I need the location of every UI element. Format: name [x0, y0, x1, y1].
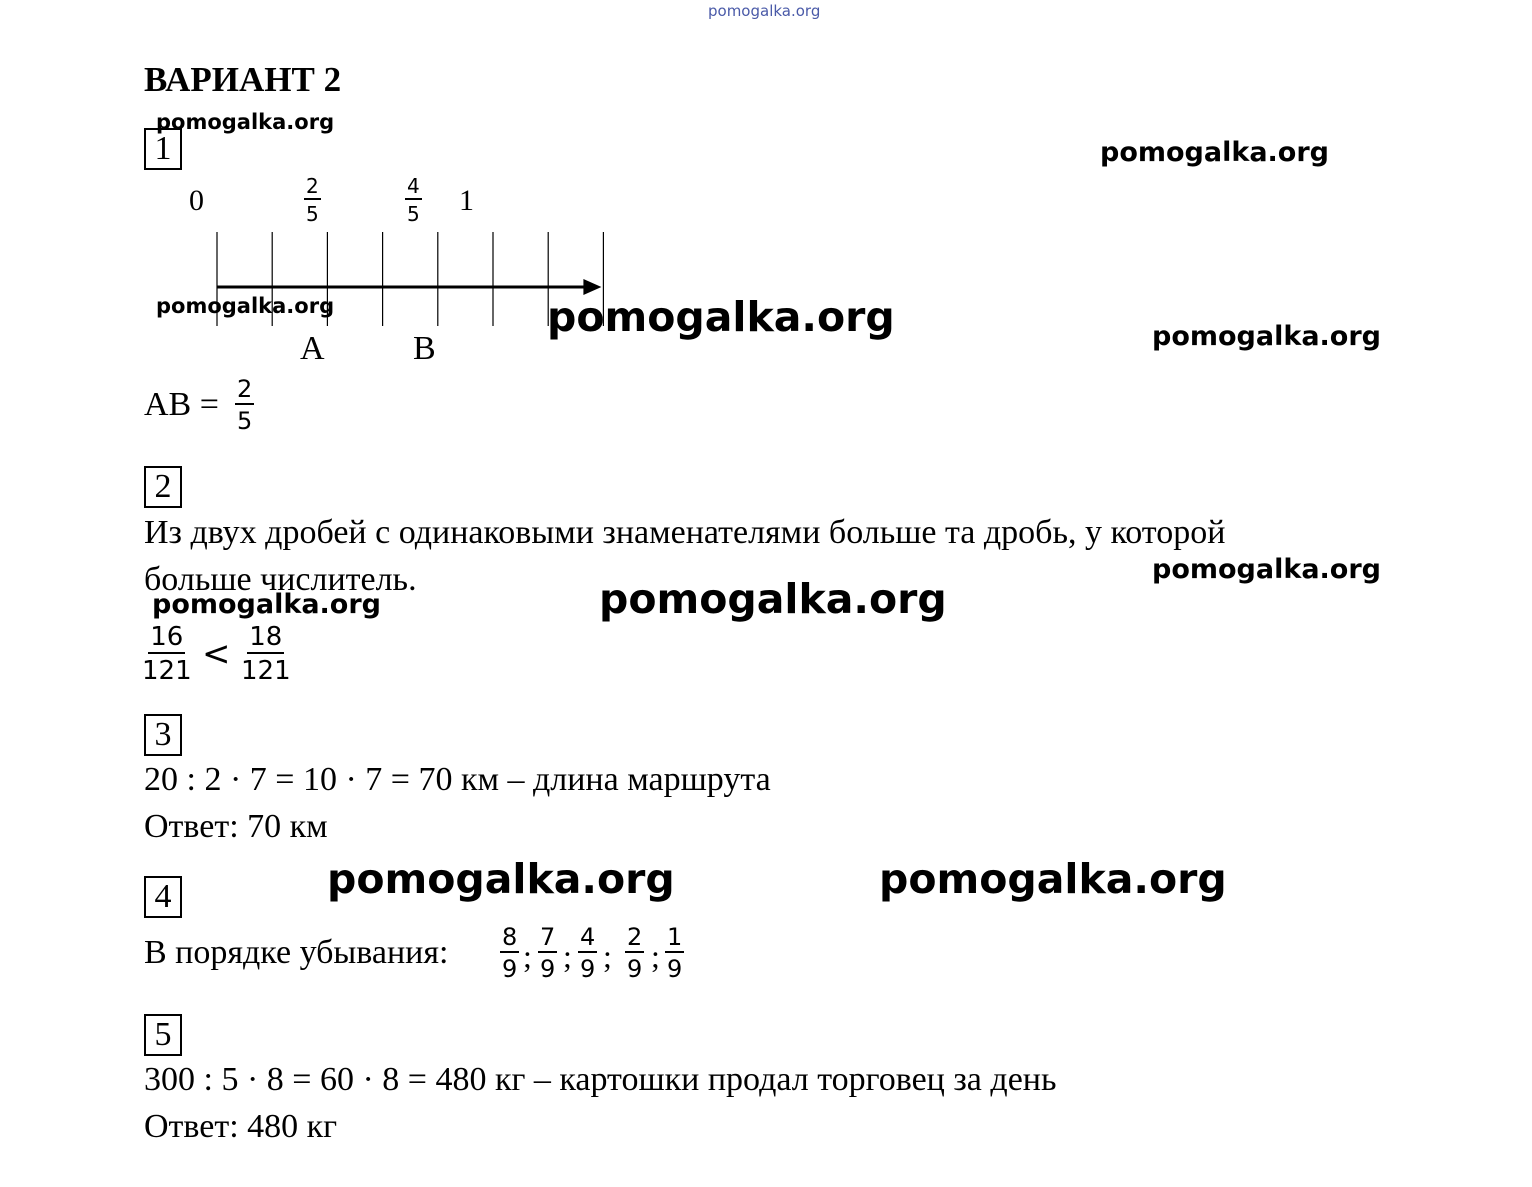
task4-fraction-5: $\frac{1}{9}$: [667, 923, 683, 983]
task4-fraction-2: $\frac{7}{9}$: [540, 923, 556, 983]
axis-label-four-fifths: $\frac{4}{5}$: [407, 174, 420, 226]
task-number-4: 4: [144, 876, 182, 918]
task-number-2: 2: [144, 466, 182, 508]
task3-solution: 20 : 2 · 7 = 10 · 7 = 70 км – длина маршрута: [144, 761, 771, 798]
task5-solution: 300 : 5 · 8 = 60 · 8 = 480 кг – картошки продал торговец за день: [144, 1061, 1057, 1098]
axis-label-two-fifths: $\frac{2}{5}$: [306, 174, 319, 226]
task4-fraction-3: $\frac{4}{9}$: [580, 923, 596, 983]
task4-separator: ;: [603, 938, 612, 974]
task4-fraction-1: $\frac{8}{9}$: [502, 923, 518, 983]
task-number-5: 5: [144, 1014, 182, 1056]
watermark: pomogalka.org: [327, 855, 675, 903]
watermark: pomogalka.org: [879, 855, 1227, 903]
task4-separator: ;: [563, 938, 572, 974]
task-number-1: 1: [144, 128, 182, 170]
watermark: pomogalka.org: [156, 110, 335, 134]
task2-rule-line2: больше числитель.: [144, 561, 417, 598]
task2-rule-line1: Из двух дробей с одинаковыми знаменателями больше та дробь, у которой: [144, 514, 1226, 551]
task3-answer: Ответ: 70 км: [144, 808, 328, 845]
point-b-label: B: [413, 330, 436, 367]
task4-separator: ;: [651, 938, 660, 974]
axis-label-one: 1: [459, 184, 474, 217]
task2-right-fraction: $\frac{18}{121}$: [241, 622, 291, 686]
task-number-3: 3: [144, 714, 182, 756]
watermark: pomogalka.org: [152, 589, 381, 620]
point-a-label: A: [300, 330, 325, 367]
task2-left-fraction: $\frac{16}{121}$: [142, 622, 192, 686]
task1-answer-fraction: $\frac{2}{5}$: [237, 375, 253, 435]
header-site-link[interactable]: pomogalka.org: [708, 2, 821, 20]
task4-prefix: В порядке убывания:: [144, 934, 449, 971]
task5-answer: Ответ: 480 кг: [144, 1108, 338, 1145]
watermark: pomogalka.org: [1152, 321, 1381, 352]
task1-answer-label: AB =: [144, 386, 219, 423]
watermark: pomogalka.org: [599, 575, 947, 623]
page-title: ВАРИАНТ 2: [144, 60, 342, 99]
watermark: pomogalka.org: [547, 293, 895, 341]
task4-separator: ;: [523, 938, 532, 974]
axis-label-zero: 0: [189, 184, 204, 217]
watermark: pomogalka.org: [156, 294, 335, 318]
watermark: pomogalka.org: [1152, 554, 1381, 585]
watermark: pomogalka.org: [1100, 137, 1329, 168]
task4-fraction-4: $\frac{2}{9}$: [627, 923, 643, 983]
task2-comparison-sign: <: [202, 634, 231, 674]
